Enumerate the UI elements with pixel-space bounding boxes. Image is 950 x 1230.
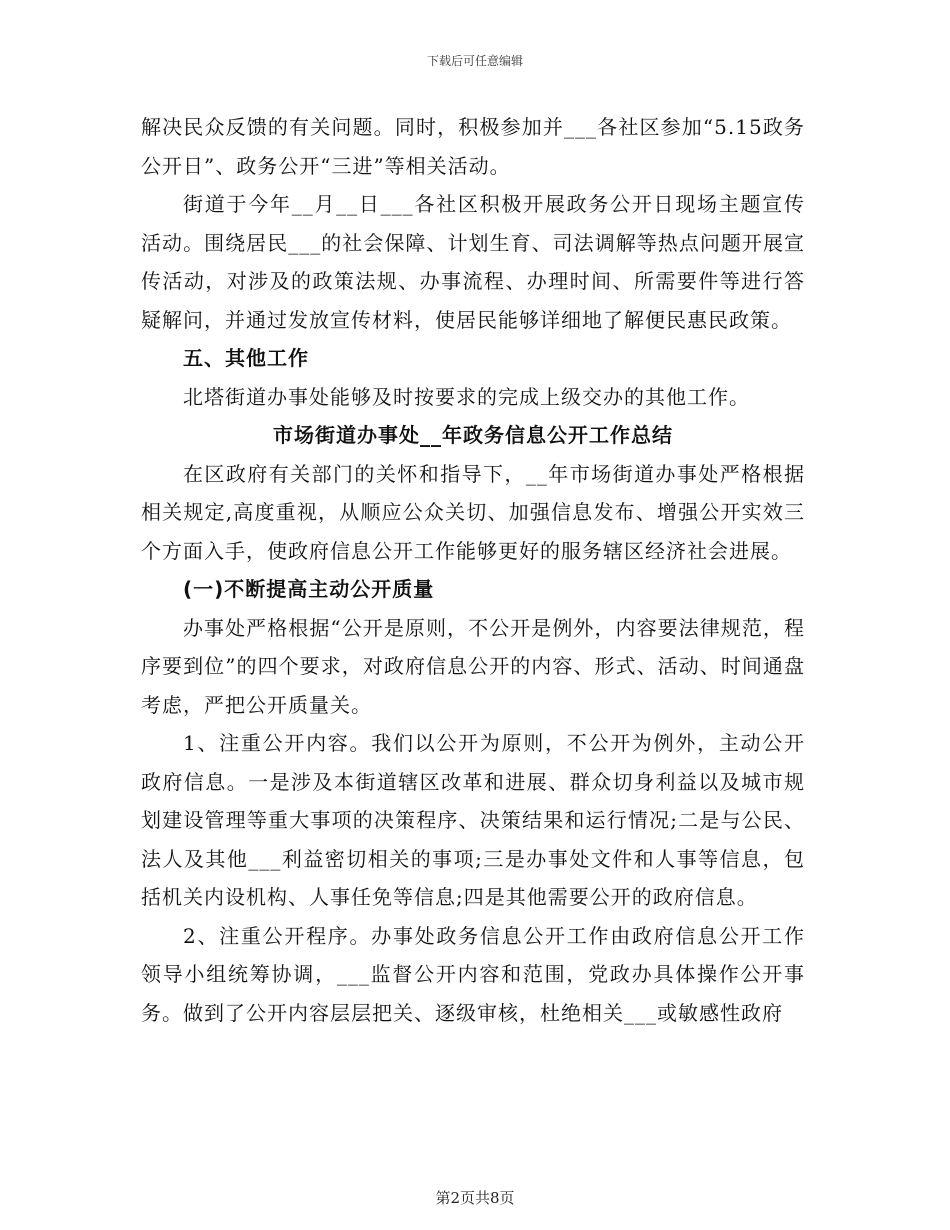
paragraph-other-work: 北塔街道办事处能够及时按要求的完成上级交办的其他工作。: [183, 384, 750, 409]
paragraph-publicity-day: 街道于今年__月__日___各社区积极开展政务公开日现场主题宣传活动。围绕居民___的社会保障、计划生育、司法调解等热点问题开展宣传活动，对涉及的政策法规、办事流程、办理时间、所需要件等进行答疑解问，并通过发放宣传材料，使居民能够详细地了解便民惠民政策。: [141, 192, 805, 332]
paragraph-continued: 解决民众反馈的有关问题。同时，积极参加并___各社区参加“5.15政务公开日”、政务公开“三进”等相关活动。: [141, 115, 805, 178]
section-heading-quality: (一)不断提高主动公开质量: [183, 577, 435, 601]
paragraph-intro: 在区政府有关部门的关怀和指导下，__年市场街道办事处严格根据相关规定,高度重视，从顺应公众关切、加强信息发布、增强公开实效三个方面入手，使政府信息公开工作能够更好的服务辖区经济社会进展。: [141, 461, 805, 563]
document-title: 市场街道办事处__年政务信息公开工作总结: [273, 423, 673, 447]
paragraph-content: 1、注重公开内容。我们以公开为原则，不公开为例外，主动公开政府信息。一是涉及本街道辖区改革和进展、群众切身利益以及城市规划建设管理等重大事项的决策程序、决策结果和运行情况;二是与公民、法人及其他___利益密切相关的事项;三是办事处文件和人事等信息，包括机关内设机构、人事任免等信息;四是其他需要公开的政府信息。: [141, 731, 805, 909]
page-header: 下载后可任意编辑: [426, 54, 523, 68]
section-heading-other-work: 五、其他工作: [183, 346, 309, 370]
paragraph-requirements: 办事处严格根据“公开是原则，不公开是例外，内容要法律规范，程序要到位”的四个要求，对政府信息公开的内容、形式、活动、时间通盘考虑，严把公开质量关。: [141, 615, 805, 717]
document-body: [141, 108, 805, 1032]
page-footer: 第2页共8页: [435, 1189, 515, 1207]
paragraph-procedure: 2、注重公开程序。办事处政务信息公开工作由政府信息公开工作领导小组统筹协调，___监督公开内容和范围，党政办具体操作公开事务。做到了公开内容层层把关、逐级审核，杜绝相关___或敏感性政府: [141, 923, 805, 1025]
